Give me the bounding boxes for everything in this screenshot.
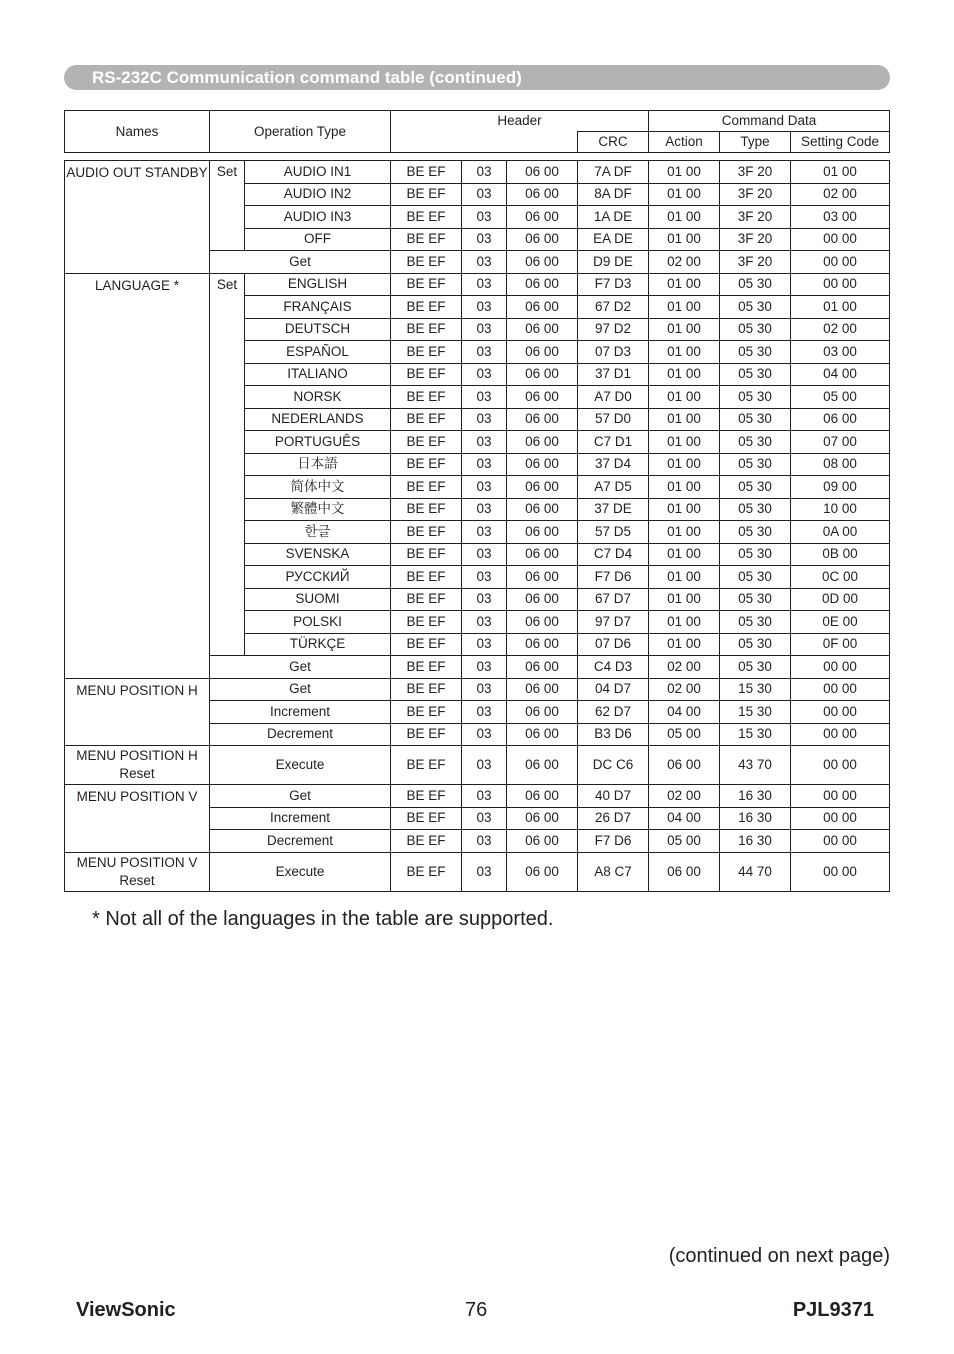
action: 01 00 [649,161,720,184]
header-byte1: BE EF [391,830,462,853]
header-byte1: BE EF [391,386,462,409]
row-name: MENU POSITION V [65,785,210,853]
action: 01 00 [649,453,720,476]
crc: F7 D6 [578,566,649,589]
col-header-header: Header [391,111,649,132]
continued-note: (continued on next page) [668,1245,890,1267]
col-header-setting-code: Setting Code [791,132,890,153]
action: 01 00 [649,318,720,341]
crc: 04 D7 [578,678,649,701]
setting-code: 00 00 [791,852,890,891]
crc: C7 D4 [578,543,649,566]
table-row [65,273,890,296]
header-byte3: 06 00 [507,476,578,499]
type: 05 30 [720,296,791,319]
type: 05 30 [720,363,791,386]
header-byte2: 03 [462,656,507,679]
action: 01 00 [649,431,720,454]
header-byte3: 06 00 [507,273,578,296]
type: 05 30 [720,611,791,634]
crc: B3 D6 [578,723,649,746]
header-byte1: BE EF [391,678,462,701]
action: 02 00 [649,251,720,274]
header-byte3: 06 00 [507,566,578,589]
crc: F7 D6 [578,830,649,853]
header-byte2: 03 [462,588,507,611]
operation-value: РУССКИЙ [245,566,391,589]
header-byte3: 06 00 [507,386,578,409]
header-byte1: BE EF [391,611,462,634]
header-byte2: 03 [462,341,507,364]
setting-code: 01 00 [791,161,890,184]
operation-value: NEDERLANDS [245,408,391,431]
col-header-operation-type: Operation Type [210,111,391,153]
header-byte3: 06 00 [507,543,578,566]
header-byte3: 06 00 [507,852,578,891]
col-header-names: Names [65,111,210,153]
row-name: MENU POSITION V Reset [65,852,210,891]
crc: 67 D7 [578,588,649,611]
col-header-header-spacer [391,132,578,153]
header-byte3: 06 00 [507,830,578,853]
setting-code: 0E 00 [791,611,890,634]
setting-code: 02 00 [791,318,890,341]
setting-code: 00 00 [791,251,890,274]
setting-code: 09 00 [791,476,890,499]
action: 01 00 [649,588,720,611]
table-row [65,161,890,184]
header-byte1: BE EF [391,453,462,476]
action: 01 00 [649,543,720,566]
table-row [65,852,890,891]
header-byte2: 03 [462,746,507,785]
type: 05 30 [720,318,791,341]
header-byte3: 06 00 [507,161,578,184]
setting-code: 00 00 [791,785,890,808]
col-header-crc: CRC [578,132,649,153]
header-byte3: 06 00 [507,318,578,341]
header-byte3: 06 00 [507,678,578,701]
header-byte3: 06 00 [507,785,578,808]
setting-code: 04 00 [791,363,890,386]
setting-code: 00 00 [791,273,890,296]
operation-value: NORSK [245,386,391,409]
crc: 7A DF [578,161,649,184]
type: 05 30 [720,431,791,454]
command-table [64,110,890,892]
operation-type: Get [210,678,391,701]
header-byte1: BE EF [391,723,462,746]
type: 16 30 [720,830,791,853]
header-byte3: 06 00 [507,723,578,746]
header-byte3: 06 00 [507,746,578,785]
action: 05 00 [649,830,720,853]
type: 05 30 [720,588,791,611]
header-byte3: 06 00 [507,498,578,521]
crc: DC C6 [578,746,649,785]
type: 44 70 [720,852,791,891]
header-byte2: 03 [462,543,507,566]
header-byte2: 03 [462,566,507,589]
setting-code: 0C 00 [791,566,890,589]
crc: 26 D7 [578,807,649,830]
header-byte2: 03 [462,611,507,634]
action: 01 00 [649,341,720,364]
action: 01 00 [649,633,720,656]
operation-value: 简体中文 [245,476,391,499]
header-byte1: BE EF [391,852,462,891]
type: 05 30 [720,386,791,409]
header-byte1: BE EF [391,543,462,566]
crc: D9 DE [578,251,649,274]
section-banner [64,65,890,90]
crc: 97 D7 [578,611,649,634]
crc: 67 D2 [578,296,649,319]
operation-value: 한글 [245,521,391,544]
header-byte3: 06 00 [507,431,578,454]
header-byte3: 06 00 [507,656,578,679]
header-byte1: BE EF [391,183,462,206]
setting-code: 00 00 [791,723,890,746]
action: 04 00 [649,807,720,830]
header-byte1: BE EF [391,251,462,274]
header-byte2: 03 [462,228,507,251]
header-byte2: 03 [462,251,507,274]
header-byte2: 03 [462,183,507,206]
setting-code: 0A 00 [791,521,890,544]
header-byte2: 03 [462,161,507,184]
header-byte3: 06 00 [507,701,578,724]
type: 05 30 [720,633,791,656]
header-byte1: BE EF [391,318,462,341]
operation-type: Execute [210,852,391,891]
action: 01 00 [649,183,720,206]
header-byte3: 06 00 [507,296,578,319]
header-byte1: BE EF [391,341,462,364]
header-byte3: 06 00 [507,228,578,251]
setting-code: 00 00 [791,228,890,251]
operation-value: TÜRKÇE [245,633,391,656]
header-byte1: BE EF [391,701,462,724]
header-byte3: 06 00 [507,183,578,206]
operation-value: POLSKI [245,611,391,634]
row-name: MENU POSITION H [65,678,210,746]
crc: C4 D3 [578,656,649,679]
operation-value: 日本語 [245,453,391,476]
operation-type: Get [210,656,391,679]
action: 01 00 [649,206,720,229]
action: 01 00 [649,566,720,589]
header-byte1: BE EF [391,431,462,454]
table-row [65,785,890,808]
crc: 37 D1 [578,363,649,386]
page-number: 76 [465,1299,488,1321]
action: 06 00 [649,746,720,785]
header-byte3: 06 00 [507,206,578,229]
action: 01 00 [649,476,720,499]
header-byte1: BE EF [391,498,462,521]
operation-type: Decrement [210,830,391,853]
action: 02 00 [649,678,720,701]
action: 01 00 [649,386,720,409]
setting-code: 03 00 [791,341,890,364]
col-header-type: Type [720,132,791,153]
setting-code: 06 00 [791,408,890,431]
setting-code: 10 00 [791,498,890,521]
crc: 37 D4 [578,453,649,476]
header-byte2: 03 [462,318,507,341]
action: 05 00 [649,723,720,746]
setting-code: 0F 00 [791,633,890,656]
operation-value: PORTUGUÊS [245,431,391,454]
header-byte2: 03 [462,431,507,454]
header-byte2: 03 [462,273,507,296]
type: 05 30 [720,341,791,364]
crc: 62 D7 [578,701,649,724]
header-byte1: BE EF [391,363,462,386]
type: 16 30 [720,807,791,830]
action: 01 00 [649,296,720,319]
header-byte2: 03 [462,363,507,386]
row-name: MENU POSITION H Reset [65,746,210,785]
set-label: Set [210,161,245,251]
header-byte3: 06 00 [507,633,578,656]
operation-value: SUOMI [245,588,391,611]
operation-type: Decrement [210,723,391,746]
header-byte1: BE EF [391,588,462,611]
type: 15 30 [720,678,791,701]
header-byte1: BE EF [391,476,462,499]
type: 3F 20 [720,206,791,229]
crc: F7 D3 [578,273,649,296]
header-byte1: BE EF [391,206,462,229]
header-byte3: 06 00 [507,363,578,386]
type: 05 30 [720,453,791,476]
action: 01 00 [649,228,720,251]
header-byte1: BE EF [391,521,462,544]
header-byte1: BE EF [391,656,462,679]
setting-code: 0B 00 [791,543,890,566]
type: 16 30 [720,785,791,808]
header-byte2: 03 [462,701,507,724]
header-gap [65,153,890,161]
action: 01 00 [649,363,720,386]
type: 15 30 [720,701,791,724]
header-byte2: 03 [462,852,507,891]
setting-code: 00 00 [791,807,890,830]
header-byte3: 06 00 [507,588,578,611]
operation-value: FRANÇAIS [245,296,391,319]
row-name: LANGUAGE * [65,273,210,678]
type: 05 30 [720,656,791,679]
crc: C7 D1 [578,431,649,454]
setting-code: 08 00 [791,453,890,476]
action: 01 00 [649,408,720,431]
type: 43 70 [720,746,791,785]
type: 05 30 [720,543,791,566]
operation-value: DEUTSCH [245,318,391,341]
footer-brand: ViewSonic [76,1299,176,1321]
header-byte2: 03 [462,785,507,808]
header-byte1: BE EF [391,746,462,785]
operation-value: 繁體中文 [245,498,391,521]
crc: EA DE [578,228,649,251]
crc: 8A DF [578,183,649,206]
operation-value: ITALIANO [245,363,391,386]
footer-model: PJL9371 [792,1299,874,1321]
type: 3F 20 [720,183,791,206]
setting-code: 00 00 [791,701,890,724]
setting-code: 02 00 [791,183,890,206]
header-byte3: 06 00 [507,251,578,274]
header-byte1: BE EF [391,633,462,656]
action: 02 00 [649,656,720,679]
crc: 40 D7 [578,785,649,808]
header-byte3: 06 00 [507,408,578,431]
header-byte1: BE EF [391,296,462,319]
header-byte2: 03 [462,807,507,830]
header-byte3: 06 00 [507,521,578,544]
row-name: AUDIO OUT STANDBY [65,161,210,274]
type: 3F 20 [720,161,791,184]
section-title: RS-232C Communication command table (continued) [92,68,522,87]
header-byte2: 03 [462,521,507,544]
type: 3F 20 [720,228,791,251]
header-byte2: 03 [462,453,507,476]
setting-code: 00 00 [791,678,890,701]
operation-value: SVENSKA [245,543,391,566]
operation-type: Increment [210,701,391,724]
operation-value: AUDIO IN2 [245,183,391,206]
crc: 07 D3 [578,341,649,364]
action: 01 00 [649,611,720,634]
operation-type: Increment [210,807,391,830]
type: 05 30 [720,273,791,296]
header-byte1: BE EF [391,807,462,830]
table-row [65,678,890,701]
header-byte2: 03 [462,633,507,656]
header-byte2: 03 [462,408,507,431]
col-header-command-data: Command Data [649,111,890,132]
header-byte2: 03 [462,296,507,319]
header-byte2: 03 [462,723,507,746]
header-byte2: 03 [462,830,507,853]
operation-type: Get [210,785,391,808]
crc: 57 D0 [578,408,649,431]
header-byte2: 03 [462,476,507,499]
setting-code: 03 00 [791,206,890,229]
operation-value: AUDIO IN1 [245,161,391,184]
header-byte1: BE EF [391,408,462,431]
crc: 57 D5 [578,521,649,544]
crc: A7 D5 [578,476,649,499]
action: 04 00 [649,701,720,724]
header-byte1: BE EF [391,273,462,296]
action: 02 00 [649,785,720,808]
header-byte3: 06 00 [507,807,578,830]
crc: A8 C7 [578,852,649,891]
operation-type: Get [210,251,391,274]
setting-code: 00 00 [791,746,890,785]
setting-code: 07 00 [791,431,890,454]
crc: 37 DE [578,498,649,521]
header-byte1: BE EF [391,161,462,184]
crc: A7 D0 [578,386,649,409]
action: 01 00 [649,273,720,296]
operation-value: ENGLISH [245,273,391,296]
action: 01 00 [649,498,720,521]
header-byte3: 06 00 [507,453,578,476]
type: 05 30 [720,408,791,431]
table-row [65,746,890,785]
action: 06 00 [649,852,720,891]
header-byte1: BE EF [391,785,462,808]
setting-code: 0D 00 [791,588,890,611]
type: 05 30 [720,521,791,544]
type: 15 30 [720,723,791,746]
header-byte1: BE EF [391,566,462,589]
header-byte3: 06 00 [507,611,578,634]
col-header-action: Action [649,132,720,153]
header-byte2: 03 [462,206,507,229]
crc: 07 D6 [578,633,649,656]
type: 05 30 [720,566,791,589]
operation-value: ESPAÑOL [245,341,391,364]
header-byte2: 03 [462,678,507,701]
header-byte2: 03 [462,386,507,409]
footnote: * Not all of the languages in the table are supported. [92,908,554,930]
crc: 97 D2 [578,318,649,341]
action: 01 00 [649,521,720,544]
operation-type: Execute [210,746,391,785]
type: 05 30 [720,498,791,521]
type: 3F 20 [720,251,791,274]
setting-code: 05 00 [791,386,890,409]
header-byte2: 03 [462,498,507,521]
header-byte1: BE EF [391,228,462,251]
set-label: Set [210,273,245,656]
setting-code: 00 00 [791,830,890,853]
operation-value: OFF [245,228,391,251]
header-byte3: 06 00 [507,341,578,364]
crc: 1A DE [578,206,649,229]
setting-code: 00 00 [791,656,890,679]
setting-code: 01 00 [791,296,890,319]
type: 05 30 [720,476,791,499]
operation-value: AUDIO IN3 [245,206,391,229]
